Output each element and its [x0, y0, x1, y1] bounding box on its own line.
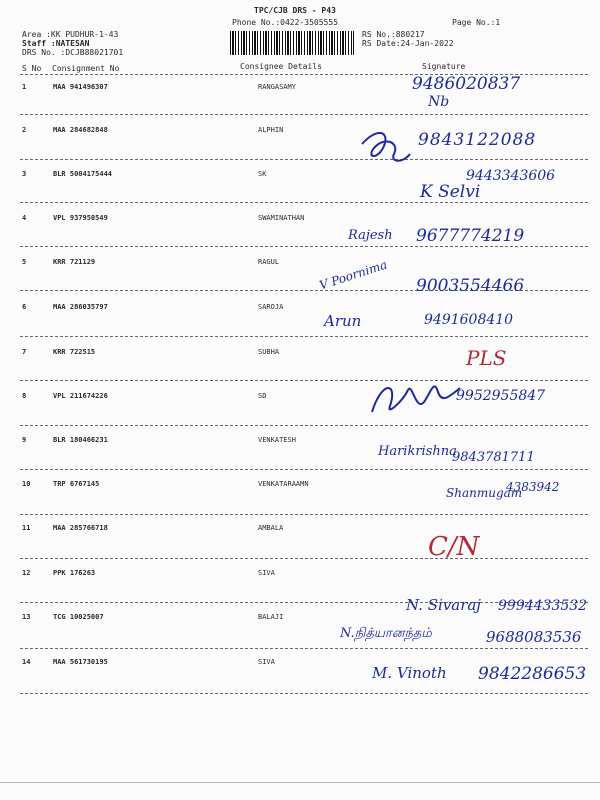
- doc-title: TPC/CJB DRS - P43: [254, 6, 336, 15]
- row-divider: [20, 425, 588, 426]
- row-sno: 3: [22, 170, 27, 178]
- row-sno: 6: [22, 303, 27, 311]
- handwritten-name: Rajesh: [348, 228, 393, 243]
- drs-number: DRS No. :DCJB88021701: [22, 48, 124, 57]
- staff-label: Staff :NATESAN: [22, 39, 90, 48]
- row-sno: 2: [22, 126, 27, 134]
- footer-line: [0, 782, 600, 783]
- rs-number: RS No.:880217: [362, 30, 425, 39]
- row-divider: [20, 514, 588, 515]
- row-sno: 4: [22, 214, 27, 222]
- handwritten-name: N.நித்யானந்தம்: [340, 626, 432, 641]
- row-consignee: SIVA: [258, 658, 275, 666]
- row-consignment: MAA 561730195: [53, 658, 108, 666]
- row-consignee: VENKATESH: [258, 436, 296, 444]
- row-consignee: SAROJA: [258, 303, 284, 311]
- row-divider: [20, 246, 588, 247]
- row-sno: 5: [22, 258, 27, 266]
- col-consignment: Consignment No: [52, 64, 120, 73]
- handwritten-phone: 9843122088: [418, 130, 537, 150]
- handwritten-phone: 9486020837: [412, 74, 521, 94]
- handwritten-name: Nb: [428, 94, 450, 110]
- handwritten-note: C/N: [428, 532, 480, 562]
- handwritten-phone: 9688083536: [486, 628, 582, 646]
- row-divider: [20, 469, 588, 470]
- row-sno: 9: [22, 436, 27, 444]
- rs-date: RS Date:24-Jan-2022: [362, 39, 454, 48]
- handwritten-phone: 9843781711: [452, 450, 535, 465]
- handwritten-phone: 9443343606: [466, 168, 556, 184]
- row-consignment: MAA 285766718: [53, 524, 108, 532]
- row-consignee: ALPHIN: [258, 126, 284, 134]
- handwritten-name: Shanmugam: [446, 486, 523, 500]
- row-sno: 8: [22, 392, 27, 400]
- row-consignment: BLR 5004175444: [53, 170, 113, 178]
- row-consignment: KRR 722515: [53, 348, 96, 356]
- handwritten-phone: 9491608410: [424, 312, 514, 328]
- row-divider: [20, 114, 588, 115]
- handwritten-name: Arun: [324, 312, 362, 330]
- row-divider: [20, 336, 588, 337]
- row-sno: 14: [22, 658, 31, 666]
- row-divider: [20, 380, 588, 381]
- row-divider: [20, 648, 588, 649]
- row-divider: [20, 202, 588, 203]
- row-consignee: SIVA: [258, 569, 275, 577]
- row-consignee: SK: [258, 170, 267, 178]
- row-consignment: MAA 941496307: [53, 83, 108, 91]
- row-consignee: SD: [258, 392, 267, 400]
- handwritten-phone: 9003554466: [416, 276, 525, 296]
- row-consignment: VPL 211674226: [53, 392, 108, 400]
- row-consignment: PPK 176263: [53, 569, 96, 577]
- row-consignee: SUBHA: [258, 348, 280, 356]
- handwritten-phone: 9952955847: [456, 388, 546, 404]
- phone-number: Phone No.:0422-3505555: [232, 18, 338, 27]
- handwritten-name: N. Sivaraj: [406, 596, 481, 614]
- row-consignee: AMBALA: [258, 524, 284, 532]
- row-sno: 1: [22, 83, 27, 91]
- row-divider: [20, 693, 588, 694]
- handwritten-name: V Poornima: [317, 257, 389, 293]
- row-consignment: VPL 937950549: [53, 214, 108, 222]
- row-consignee: RAGUL: [258, 258, 280, 266]
- row-consignment: MAA 284682848: [53, 126, 108, 134]
- handwritten-phone: 9994433532: [498, 598, 588, 614]
- row-divider: [20, 558, 588, 559]
- handwritten-phone: 9842286653: [478, 664, 587, 684]
- signature-scribble: [368, 372, 468, 424]
- col-sno: S No: [22, 64, 42, 73]
- row-sno: 11: [22, 524, 31, 532]
- signature-scribble: [356, 124, 416, 170]
- area-label: Area :KK PUDHUR-1-43: [22, 30, 119, 39]
- row-consignment: TCG 10025007: [53, 613, 104, 621]
- row-consignment: KRR 721129: [53, 258, 96, 266]
- handwritten-name: Harikrishna: [378, 444, 457, 459]
- row-consignment: MAA 286035797: [53, 303, 108, 311]
- row-consignee: BALAJI: [258, 613, 284, 621]
- handwritten-phone: 9677774219: [416, 226, 525, 246]
- row-sno: 10: [22, 480, 31, 488]
- barcode: [230, 31, 354, 55]
- row-consignee: VENKATARAAMN: [258, 480, 309, 488]
- row-consignment: TRP 6767145: [53, 480, 100, 488]
- col-signature: Signature: [422, 62, 466, 71]
- row-consignment: BLR 180466231: [53, 436, 108, 444]
- row-divider: [20, 159, 588, 160]
- row-sno: 12: [22, 569, 31, 577]
- row-consignee: SWAMINATHAN: [258, 214, 305, 222]
- col-consignee: Consignee Details: [240, 62, 322, 71]
- row-consignee: RANGASAMY: [258, 83, 296, 91]
- page-number: Page No.:1: [452, 18, 501, 27]
- handwritten-note: PLS: [466, 346, 507, 370]
- handwritten-name: M. Vinoth: [372, 664, 447, 682]
- row-sno: 7: [22, 348, 27, 356]
- handwritten-name: K Selvi: [420, 182, 481, 202]
- handwritten-phone: 4383942: [506, 480, 560, 494]
- row-sno: 13: [22, 613, 31, 621]
